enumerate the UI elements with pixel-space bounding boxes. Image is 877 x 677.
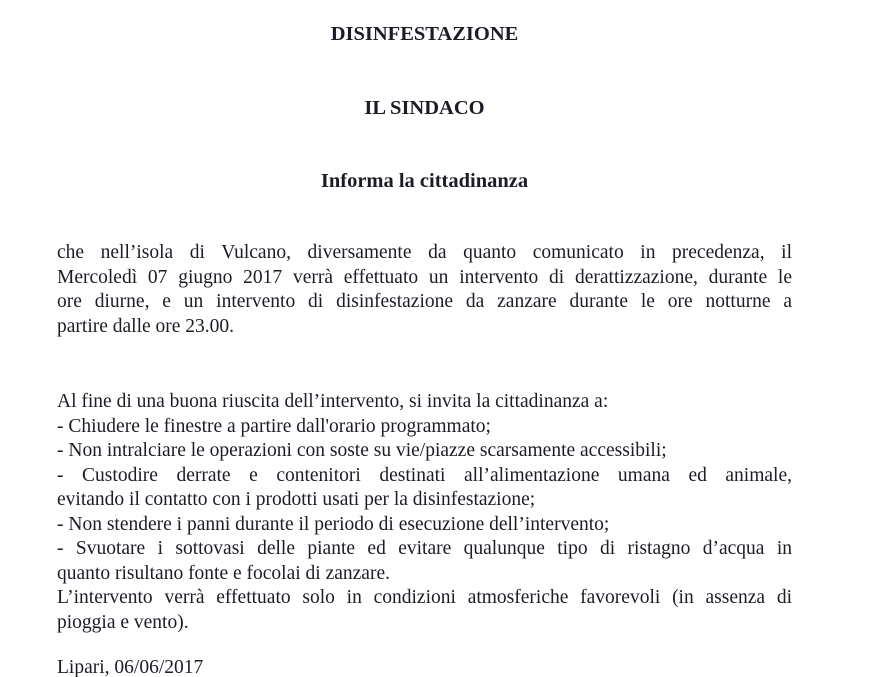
- closing-note-line: L’intervento verrà effettuato solo in condizioni atmosferiche favorevoli (in assenza di: [57, 587, 792, 608]
- instruction-item-line: - Custodire derrate e contenitori destinati all’alimentazione umana ed animale,: [57, 464, 792, 486]
- document-subheading: Informa la cittadinanza: [320, 170, 529, 192]
- instruction-item-line: - Non stendere i panni durante il periodo di esecuzione dell’intervento;: [57, 513, 610, 535]
- instruction-item-line: - Svuotare i sottovasi delle piante ed evitare qualunque tipo di ristagno d’acqua in: [57, 538, 792, 559]
- announcement-paragraph: [57, 241, 792, 339]
- text-line: partire dalle ore 23.00.: [57, 315, 235, 337]
- instruction-item-line: - Chiudere le finestre a partire dall'orario programmato;: [57, 415, 491, 437]
- instructions-intro-line: Al fine di una buona riuscita dell’intervento, si invita la cittadinanza a:: [57, 391, 609, 412]
- document-title: DISINFESTAZIONE: [330, 23, 519, 45]
- text-line: Mercoledì 07 giugno 2017 verrà effettuato un intervento di derattizzazione, durante le: [57, 266, 792, 288]
- instructions-paragraph: [57, 390, 792, 635]
- instruction-item-line: - Non intralciare le operazioni con soste su vie/piazze scarsamente accessibili;: [57, 440, 667, 461]
- closing-note-line: pioggia e vento).: [57, 611, 189, 633]
- document-authority: IL SINDACO: [364, 97, 485, 119]
- place-date-block: [57, 656, 792, 677]
- place-date-line: Lipari, 06/06/2017: [57, 657, 204, 677]
- instruction-item-line: quanto risultano fonte e focolai di zanzare.: [57, 562, 390, 584]
- text-line: che nell’isola di Vulcano, diversamente da quanto comunicato in precedenza, il: [57, 242, 792, 263]
- text-line: ore diurne, e un intervento di disinfestazione da zanzare durante le ore notturne a: [57, 291, 792, 312]
- instruction-item-line: evitando il contatto con i prodotti usati per la disinfestazione;: [57, 489, 536, 510]
